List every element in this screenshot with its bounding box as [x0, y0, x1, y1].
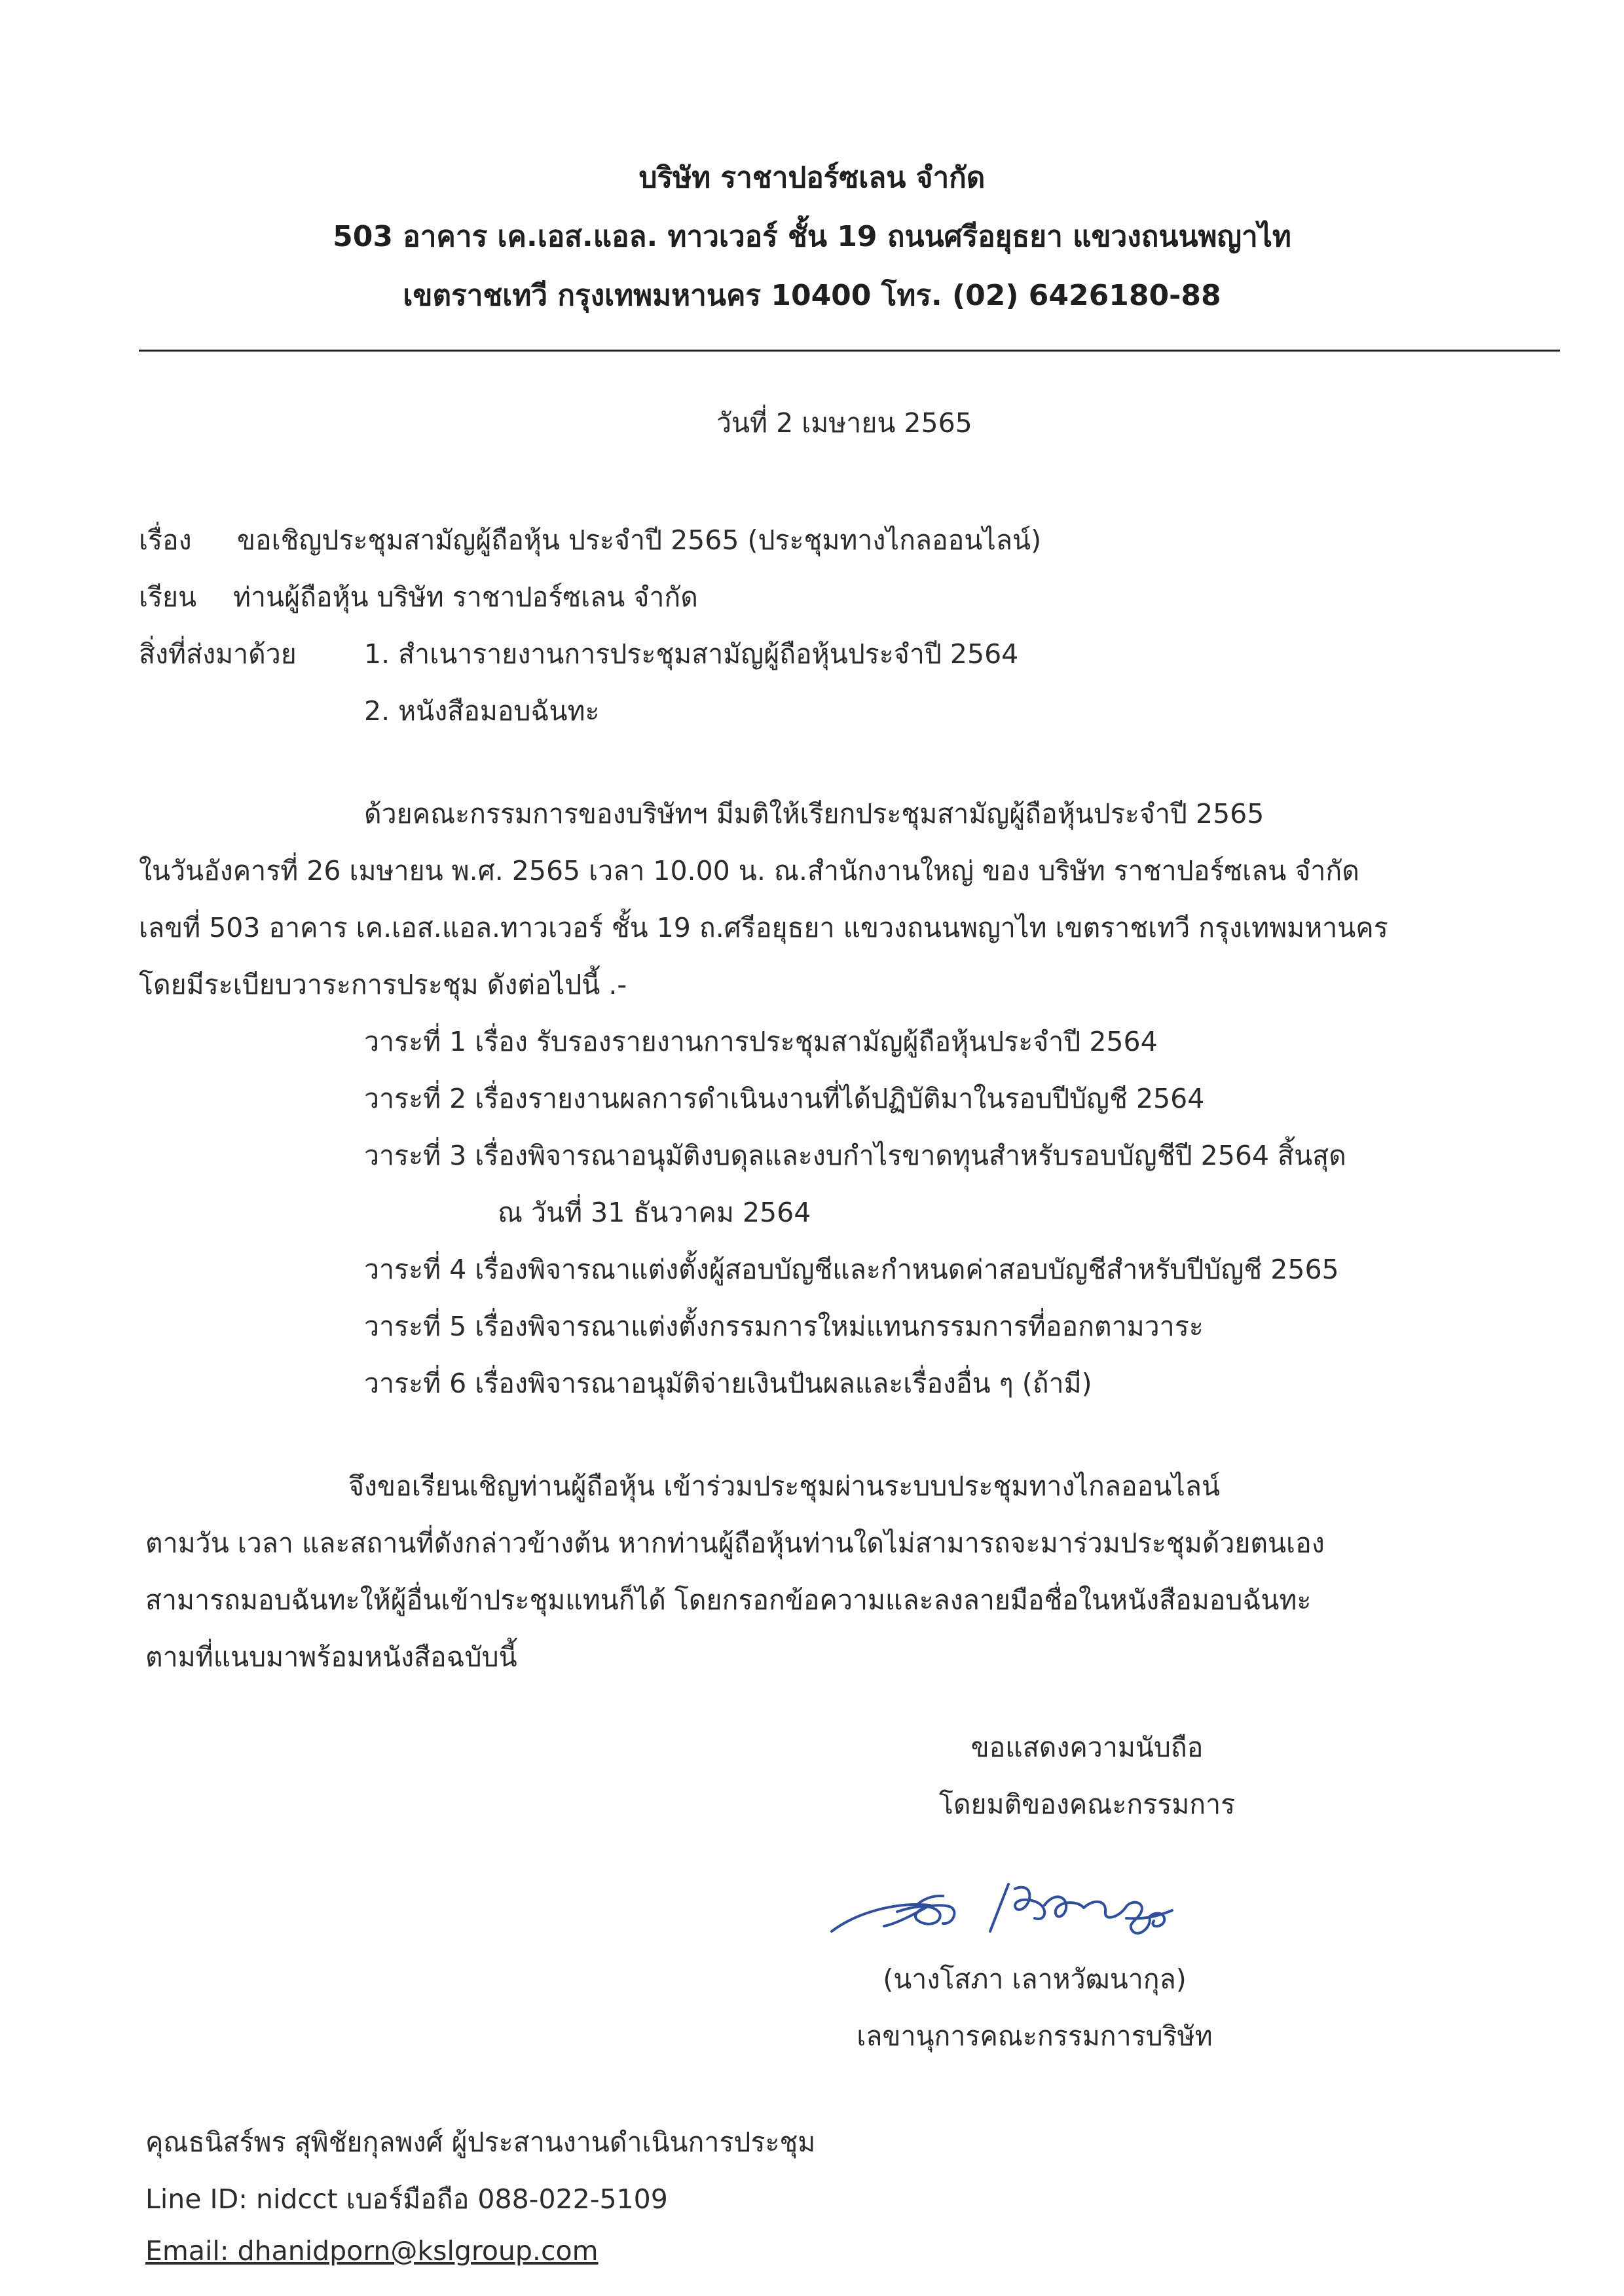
closing-regards: ขอแสดงความนับถือ — [970, 1732, 1204, 1763]
recipient-text: ท่านผู้ถือหุ้น บริษัท ราชาปอร์ซเลน จำกัด — [233, 581, 698, 613]
header-divider — [139, 350, 1560, 352]
subject-text: ขอเชิญประชุมสามัญผู้ถือหุ้น ประจำปี 2565 (ประชุมทางไกลออนไลน์) — [237, 524, 1042, 556]
company-address-line-1: 503 อาคาร เค.เอส.แอล. ทาวเวอร์ ชั้น 19 ถนนศรีอยุธยา แขวงถนนพญาไท — [333, 220, 1291, 253]
coordinator-name: คุณธนิสร์พร สุพิชัยกุลพงศ์ ผู้ประสานงานดำเนินการประชุม — [145, 2126, 816, 2158]
agenda-item-3: วาระที่ 3 เรื่องพิจารณาอนุมัติงบดุลและงบกำไรขาดทุนสำหรับรอบบัญชีปี 2564 สิ้นสุด — [364, 1140, 1346, 1171]
signer-title: เลขานุการคณะกรรมการบริษัท — [857, 2020, 1213, 2052]
agenda-item-3-continued: ณ วันที่ 31 ธันวาคม 2564 — [498, 1197, 811, 1228]
subject-label: เรื่อง — [139, 524, 192, 556]
handwritten-signature — [819, 1840, 1225, 1958]
company-name: บริษัท ราชาปอร์ซเลน จำกัด — [638, 161, 986, 194]
paragraph-line: ตามวัน เวลา และสถานที่ดังกล่าวข้างต้น หากท่านผู้ถือหุ้นท่านใดไม่สามารถจะมาร่วมประชุมด้วยตนเอง — [145, 1527, 1325, 1559]
agenda-item-4: วาระที่ 4 เรื่องพิจารณาแต่งตั้งผู้สอบบัญชีและกำหนดค่าสอบบัญชีสำหรับปีบัญชี 2565 — [364, 1254, 1339, 1285]
agenda-item-2: วาระที่ 2 เรื่องรายงานผลการดำเนินงานที่ได้ปฏิบัติมาในรอบปีบัญชี 2564 — [364, 1083, 1205, 1114]
company-address-line-2: เขตราชเทวี กรุงเทพมหานคร 10400 โทร. (02) 6426180-88 — [403, 279, 1221, 312]
signer-name: (นางโสภา เลาหวัฒนากุล) — [883, 1963, 1187, 1995]
agenda-item-1: วาระที่ 1 เรื่อง รับรองรายงานการประชุมสามัญผู้ถือหุ้นประจำปี 2564 — [364, 1026, 1158, 1057]
letter-date: วันที่ 2 เมษายน 2565 — [716, 407, 972, 439]
enclosures-label: สิ่งที่ส่งมาด้วย — [139, 638, 297, 670]
paragraph-line: โดยมีระเบียบวาระการประชุม ดังต่อไปนี้ .- — [139, 969, 627, 1000]
contact-line-phone: Line ID: nidcct เบอร์มือถือ 088-022-5109 — [145, 2183, 668, 2215]
contact-email-link[interactable]: Email: dhanidporn@kslgroup.com — [145, 2235, 599, 2267]
agenda-item-6: วาระที่ 6 เรื่องพิจารณาอนุมัติจ่ายเงินปันผลและเรื่องอื่น ๆ (ถ้ามี) — [364, 1368, 1092, 1399]
paragraph-line: ตามที่แนบมาพร้อมหนังสือฉบับนี้ — [145, 1641, 517, 1673]
enclosure-item: 1. สำเนารายงานการประชุมสามัญผู้ถือหุ้นประจำปี 2564 — [364, 638, 1019, 670]
paragraph-line: เลขที่ 503 อาคาร เค.เอส.แอล.ทาวเวอร์ ชั้น 19 ถ.ศรีอยุธยา แขวงถนนพญาไท เขตราชเทวี กรุงเทพมหานคร — [139, 912, 1388, 943]
paragraph-line: ด้วยคณะกรรมการของบริษัทฯ มีมติให้เรียกประชุมสามัญผู้ถือหุ้นประจำปี 2565 — [364, 798, 1264, 829]
paragraph-line: สามารถมอบฉันทะให้ผู้อื่นเข้าประชุมแทนก็ได้ โดยกรอกข้อความและลงลายมือชื่อในหนังสือมอบฉันทะ — [145, 1584, 1312, 1616]
recipient-label: เรียน — [139, 581, 197, 613]
agenda-item-5: วาระที่ 5 เรื่องพิจารณาแต่งตั้งกรรมการใหม่แทนกรรมการที่ออกตามวาระ — [364, 1311, 1204, 1342]
paragraph-line: ในวันอังคารที่ 26 เมษายน พ.ศ. 2565 เวลา 10.00 น. ณ.สำนักงานใหญ่ ของ บริษัท ราชาปอร์ซเลน จำกัด — [139, 855, 1359, 886]
paragraph-line: จึงขอเรียนเชิญท่านผู้ถือหุ้น เข้าร่วมประชุมผ่านระบบประชุมทางไกลออนไลน์ — [348, 1470, 1221, 1502]
closing-by-resolution: โดยมติของคณะกรรมการ — [938, 1789, 1236, 1820]
enclosure-item: 2. หนังสือมอบฉันทะ — [364, 695, 600, 727]
